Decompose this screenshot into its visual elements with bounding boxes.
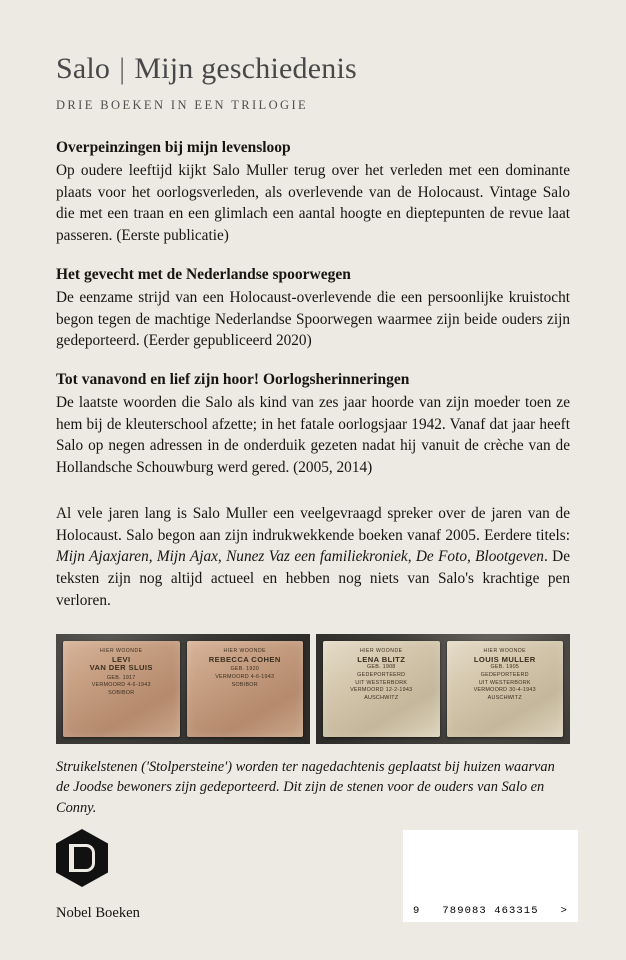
barcode-digits — [413, 905, 568, 917]
stone-4-line-3: UIT WESTERBORK — [478, 679, 531, 686]
stone-3-line-2: GEDEPORTEERD — [357, 671, 406, 678]
stone-3-name: LENA BLITZ — [357, 654, 406, 664]
book-block-1-text: Op oudere leeftijd kijkt Salo Muller terug over het verleden met een dominante plaats voor het oorlogsverleden, als overlevende van de Holocaust. Vintage Salo die met een traan en een glimlach een aantal hoogte en dieptepunten de revue laat passeren. (Eerste publicatie) — [56, 162, 570, 245]
title-separator: | — [119, 52, 126, 85]
stone-3-line-3: UIT WESTERBORK — [355, 679, 408, 686]
photo-left — [56, 634, 310, 744]
stone-4-name: LOUIS MULLER — [473, 654, 536, 664]
publisher — [56, 829, 236, 922]
stone-4-line-4: VERMOORD 30-4-1943 — [473, 687, 536, 694]
book-block-1-heading: Overpeinzingen bij mijn levensloop — [56, 139, 291, 156]
stone-2-line-3: SOBIBOR — [231, 681, 258, 688]
closing-paragraph — [56, 503, 570, 612]
stone-2-name: REBECCA COHEN — [208, 654, 281, 664]
barcode-bars — [413, 839, 568, 903]
book-block-1 — [56, 139, 570, 247]
book-block-2-heading: Het gevecht met de Nederlandse spoorwegen — [56, 265, 351, 283]
footer — [56, 829, 578, 922]
stone-1-line-1: GEB. 1917 — [106, 674, 136, 681]
stone-1-header: HIER WOONDE — [99, 647, 143, 654]
stone-levi-van-der-sluis — [63, 641, 180, 737]
barcode-number: 789083 463315 — [442, 905, 539, 917]
title-subject: Mijn geschiedenis — [134, 52, 357, 85]
book-block-3-heading: Tot vanavond en lief zijn hoor! Oorlogsherinneringen — [56, 371, 410, 389]
stone-2-header: HIER WOONDE — [223, 647, 267, 654]
barcode-right-digit: > — [560, 905, 568, 917]
barcode — [403, 830, 578, 922]
photo-right — [316, 634, 570, 744]
stone-2-line-1: GEB. 1920 — [230, 666, 260, 672]
book-block-2-text: De eenzame strijd van een Holocaust-overlevende die een persoonlijke kruistocht begon tegen de machtige Nederlandse Spoorwegen waarmee zijn beide ouders zijn gedeporteerd. (Eerder gepubliceerd 2020) — [56, 288, 570, 350]
book-block-2 — [56, 266, 570, 352]
stone-3-line-1: GEB. 1908 — [366, 664, 396, 670]
stone-rebecca-cohen — [187, 641, 304, 737]
stone-louis-muller — [447, 641, 564, 737]
title-main: Salo — [56, 52, 111, 85]
closing-part-2: . De teksten zijn nog altijd actueel en hebben nog niets van Salo's krachtige pen verloren. — [56, 548, 570, 609]
barcode-left-digit: 9 — [413, 905, 421, 917]
stone-4-line-5: AUSCHWITZ — [487, 695, 522, 702]
stone-1-line-2: VERMOORD 4-6-1943 — [91, 682, 151, 689]
stone-1-line-3: SOBIBOR — [108, 690, 135, 697]
stone-3-line-4: VERMOORD 12-2-1943 — [350, 687, 413, 694]
page-title — [56, 52, 570, 86]
stolpersteine-photos — [56, 634, 570, 744]
stone-2-line-2: VERMOORD 4-6-1943 — [215, 673, 275, 680]
publisher-name: Nobel Boeken — [56, 905, 140, 921]
stone-4-line-1: GEB. 1905 — [490, 664, 520, 670]
stone-lena-blitz — [323, 641, 440, 737]
publisher-logo-icon — [56, 829, 108, 887]
photo-caption: Struikelstenen ('Stolpersteine') worden ter nagedachtenis geplaatst bij huizen waarvan de Joodse bewoners zijn gedeporteerd. Dit zijn de stenen voor de ouders van Salo en Conny. — [56, 758, 555, 816]
stone-1-name: LEVI VAN DER SLUIS — [89, 654, 153, 672]
stone-3-header: HIER WOONDE — [359, 647, 403, 654]
closing-titles: Mijn Ajaxjaren, Mijn Ajax, Nunez Vaz een familiekroniek, De Foto, Blootgeven — [56, 548, 544, 566]
closing-part-1: Al vele jaren lang is Salo Muller een veelgevraagd spreker over de jaren van de Holocaust. Salo begon aan zijn indrukwekkende boeken vanaf 2005. Eerdere titels: — [56, 504, 570, 544]
stone-4-line-2: GEDEPORTEERD — [480, 671, 529, 678]
stone-4-header: HIER WOONDE — [483, 647, 527, 654]
book-block-3-text: De laatste woorden die Salo als kind van zes jaar hoorde van zijn moeder toen ze hem bij de kleuterschool afzette; in het fatale oorlogsjaar 1942. Vanaf dat jaar heeft Salo op negen adressen in de onderduik gezeten nadat hij vanuit de crèche van de Hollandsche Schouwburg werd gered. (2005, 2014) — [56, 394, 570, 477]
subtitle: DRIE BOEKEN IN EEN TRILOGIE — [56, 98, 309, 112]
stone-3-line-5: AUSCHWITZ — [364, 695, 399, 702]
book-block-3 — [56, 371, 570, 479]
